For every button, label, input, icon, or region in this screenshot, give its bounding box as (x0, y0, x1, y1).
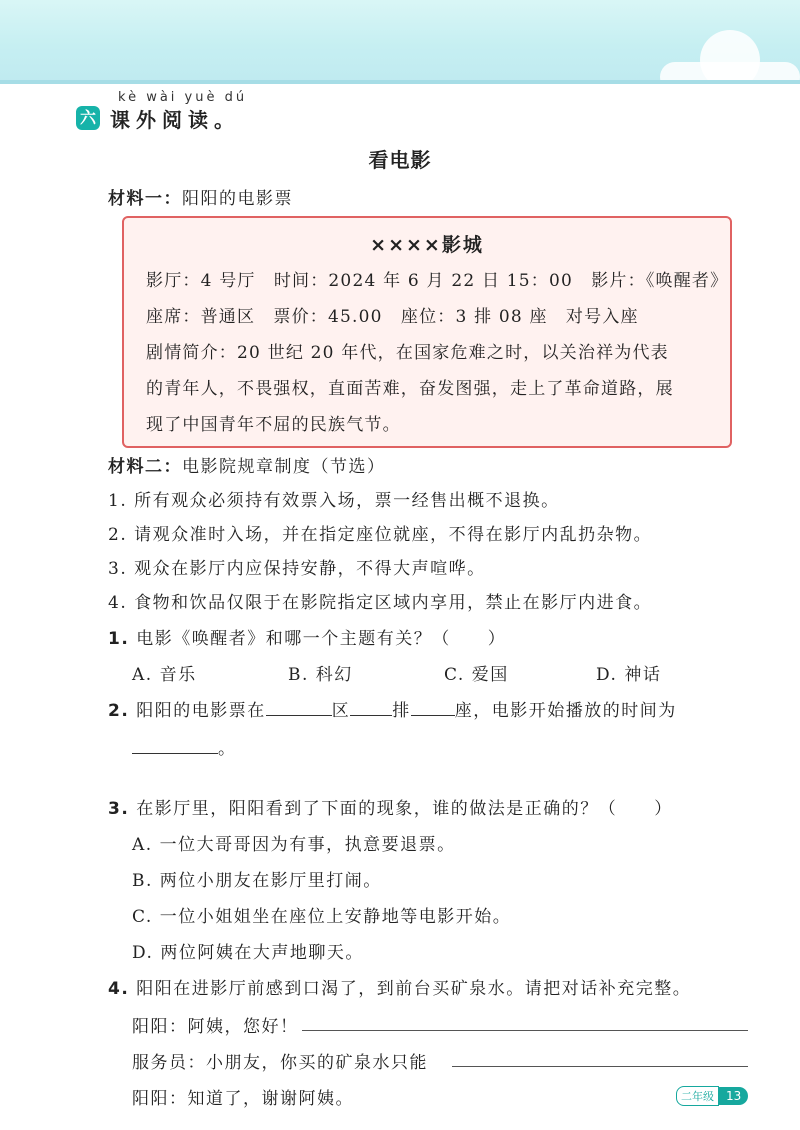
question-number: 3. (108, 799, 130, 819)
page-number: 13 (719, 1087, 748, 1105)
answer-line[interactable] (302, 1030, 748, 1031)
ticket-cinema: ××××影城 (370, 234, 484, 256)
question-text-part1: 阳阳的电影票在 (136, 701, 266, 721)
question-number: 4. (108, 979, 130, 999)
question-number: 2. (108, 701, 130, 721)
answer-line[interactable] (452, 1066, 748, 1067)
question-text-part4: 座，电影开始播放的时间为 (454, 701, 677, 721)
question-end: 。 (218, 739, 237, 759)
rule-item: 2. 请观众准时入场，并在指定座位就座，不得在影厅内乱扔杂物。 (108, 525, 653, 545)
option-c: C. 一位小姐姐坐在座位上安静地等电影开始。 (132, 907, 512, 927)
header-banner (0, 0, 800, 84)
option-b: B. 两位小朋友在影厅里打闹。 (132, 871, 382, 891)
section-title: 课外阅读。 (110, 108, 240, 132)
option-a: A. 一位大哥哥因为有事，执意要退票。 (132, 835, 456, 855)
material2-heading (108, 452, 386, 477)
rule-item: 1. 所有观众必须持有效票入场，票一经售出概不退换。 (108, 491, 560, 511)
question-number: 1. (108, 629, 130, 649)
ticket-row1: 影厅：4 号厅 时间：2024 年 6 月 22 日 15：00 影片：《唤醒者》 (146, 271, 729, 291)
material1-text: 阳阳的电影票 (182, 189, 293, 209)
passage-title: 看电影 (368, 148, 432, 172)
dialog-line-yangyang: 阳阳：阿姨，您好！ (132, 1017, 299, 1037)
question-text-part2: 区 (331, 701, 351, 721)
option-d: D. 两位阿姨在大声地聊天。 (132, 943, 364, 963)
option-b: B. 科幻 (288, 665, 353, 685)
question-1 (108, 624, 506, 649)
rule-item: 4. 食物和饮品仅限于在影院指定区域内享用，禁止在影厅内进食。 (108, 593, 653, 613)
answer-blank-seat[interactable] (411, 697, 455, 716)
answer-blank-row[interactable] (350, 697, 392, 716)
ticket-synopsis-line: 现了中国青年不屈的民族气节。 (146, 415, 401, 435)
movie-ticket (122, 216, 732, 448)
answer-blank-time[interactable] (132, 735, 218, 754)
section-number-badge: 六 (76, 106, 100, 130)
answer-blank-area[interactable] (266, 697, 332, 716)
material2-label: 材料二： (108, 457, 182, 477)
rule-item: 3. 观众在影厅内应保持安静，不得大声喧哗。 (108, 559, 486, 579)
option-a: A. 音乐 (132, 665, 197, 685)
ticket-synopsis-line: 剧情简介：20 世纪 20 年代，在国家危难之时，以关治祥为代表 (146, 343, 669, 363)
material1-label: 材料一： (108, 189, 182, 209)
question-3 (108, 794, 673, 819)
option-c: C. 爱国 (444, 665, 509, 685)
page-badge (676, 1086, 748, 1106)
grade-label: 二年级 (676, 1086, 719, 1106)
question-text: 阳阳在进影厅前感到口渴了，到前台买矿泉水。请把对话补充完整。 (136, 979, 692, 999)
ticket-row2: 座席：普通区 票价：45.00 座位：3 排 08 座 对号入座 (146, 307, 639, 327)
section-pinyin: kè wài yuè dú (118, 90, 248, 105)
dialog-line-staff: 服务员：小朋友，你买的矿泉水只能 (132, 1053, 428, 1073)
question-text-part3: 排 (392, 701, 411, 721)
material1-heading (108, 184, 293, 209)
material2-text: 电影院规章制度（节选） (182, 457, 386, 477)
ticket-synopsis-line: 的青年人，不畏强权，直面苦难，奋发图强，走上了革命道路，展 (146, 379, 674, 399)
question-text: 在影厅里，阳阳看到了下面的现象，谁的做法是正确的？（ ） (136, 799, 673, 819)
question-2-line2 (132, 734, 237, 759)
question-4 (108, 974, 691, 999)
question-text: 电影《唤醒者》和哪一个主题有关？（ ） (136, 629, 507, 649)
option-d: D. 神话 (596, 665, 662, 685)
dialog-line-yangyang-2: 阳阳：知道了，谢谢阿姨。 (132, 1089, 354, 1109)
question-2 (108, 696, 677, 721)
